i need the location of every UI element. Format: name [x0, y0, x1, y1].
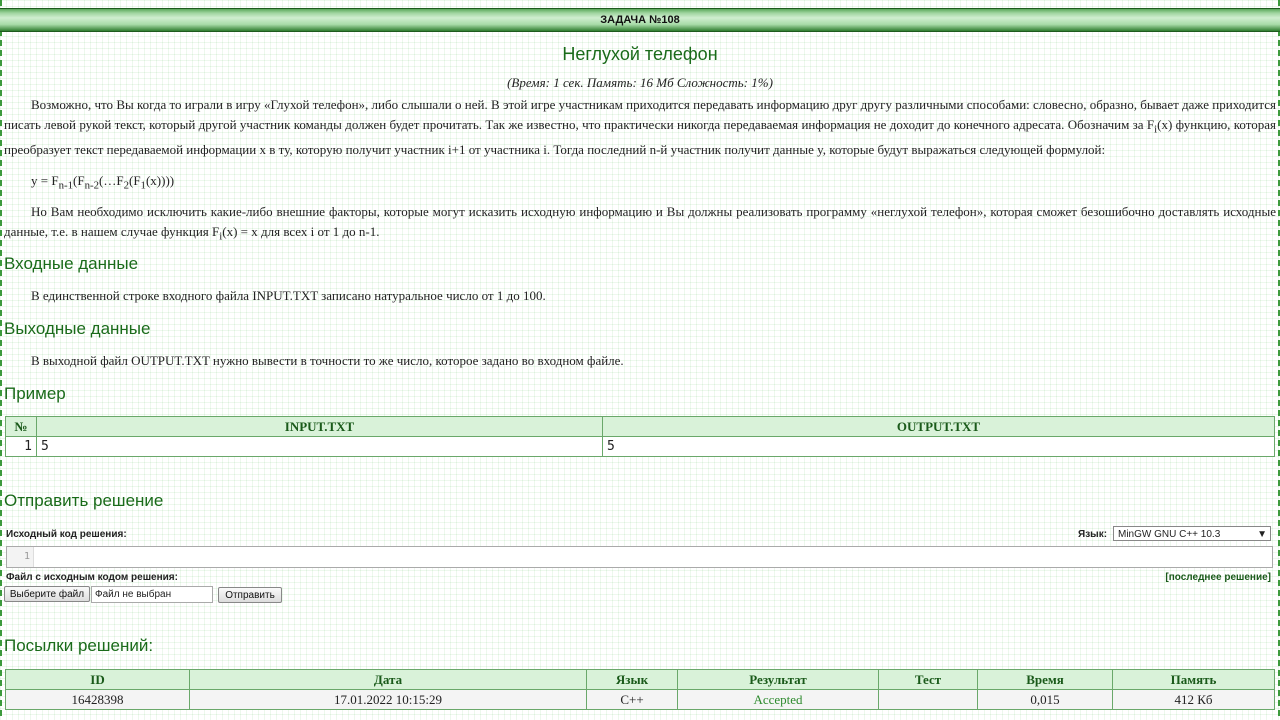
col-memory: Память	[1113, 670, 1275, 690]
table-row	[6, 437, 1275, 457]
statement-paragraph-1: Возможно, что Вы когда то играли в игру «Глухой телефон», либо слышали о ней. В этой игре участникам приходится передавать информацию друг другу различными способами: словесно, образно, бывает даже приходится писать левой рукой текст, который другой участник команды должен будет прочитать. Так же известно, что практически никогда передаваемая информация не доходит до конечного адресата. Обозначим за $F_i(x)$ функцию, которая преобразует текст передаваемой информации x в ту, которую получит участник i+1 от участника i. Тогда последний n-й участник получит данные y, которые будут выражаться следующей формулой:	[4, 97, 1276, 157]
submissions-table-header	[6, 670, 1275, 690]
file-label: Файл с исходным кодом решения:	[6, 572, 178, 583]
task-number: ЗАДАЧА №108	[600, 14, 680, 26]
source-code-label: Исходный код решения:	[6, 529, 127, 540]
example-col-input: INPUT.TXT	[37, 417, 603, 437]
example-col-output: OUTPUT.TXT	[603, 417, 1275, 437]
col-id: ID	[6, 670, 190, 690]
formula: $y = F_{n-1}(F_{n-2}(\dots F_2(F_1(x))))$	[31, 173, 175, 192]
col-test: Тест	[879, 670, 978, 690]
input-heading: Входные данные	[4, 254, 139, 273]
problem-limits: (Время: 1 сек. Память: 16 Мб Сложность: 1%)	[507, 75, 773, 90]
example-cell-input: 5	[37, 437, 603, 457]
send-button[interactable]: Отправить	[218, 587, 282, 603]
choose-file-button[interactable]: Выберите файл	[4, 586, 90, 602]
example-table	[5, 416, 1275, 457]
statement-paragraph-2: Но Вам необходимо исключить какие-либо внешние факторы, которые могут исказить исходную информацию и Вы должны реализовать программу «неглухой телефон», которая сможет безошибочно доставлять исходные данные, т.е. в нашем случае функция $F_i(x) = x$ для всех i от 1 до n-1.	[4, 204, 1276, 243]
example-cell-output: 5	[603, 437, 1275, 457]
submissions-heading: Посылки решений:	[4, 636, 154, 655]
task-header-bar	[0, 8, 1280, 32]
output-heading: Выходные данные	[4, 319, 151, 338]
col-result: Результат	[678, 670, 879, 690]
submission-memory: 412 Кб	[1113, 690, 1275, 710]
file-name-display: Файл не выбран	[91, 586, 213, 603]
example-table-header	[6, 417, 1275, 437]
language-select[interactable]: MinGW GNU C++ 10.3 ▼	[1113, 526, 1271, 541]
table-row[interactable]	[6, 690, 1275, 710]
output-description: В выходной файл OUTPUT.TXT нужно вывести в точности то же число, которое задано во входном файле.	[31, 353, 624, 368]
submission-id: 16428398	[6, 690, 190, 710]
submission-language: C++	[587, 690, 678, 710]
example-col-number: №	[6, 417, 37, 437]
submission-result: Accepted	[678, 690, 879, 710]
chevron-down-icon: ▼	[1257, 529, 1267, 540]
submit-heading: Отправить решение	[4, 491, 164, 510]
submission-test	[879, 690, 978, 710]
line-number: 1	[7, 547, 34, 567]
problem-title: Неглухой телефон	[562, 44, 718, 64]
language-label: Язык:	[1078, 529, 1108, 540]
source-code-editor[interactable]	[6, 546, 1273, 568]
example-heading: Пример	[4, 384, 66, 403]
last-solution-link[interactable]: [последнее решение]	[1165, 572, 1271, 583]
col-date: Дата	[190, 670, 587, 690]
example-cell-number: 1	[6, 437, 37, 457]
col-language: Язык	[587, 670, 678, 690]
submission-date: 17.01.2022 10:15:29	[190, 690, 587, 710]
input-description: В единственной строке входного файла INPUT.TXT записано натуральное число от 1 до 100.	[31, 288, 546, 303]
submissions-table	[5, 669, 1275, 710]
col-time: Время	[978, 670, 1113, 690]
submission-time: 0,015	[978, 690, 1113, 710]
